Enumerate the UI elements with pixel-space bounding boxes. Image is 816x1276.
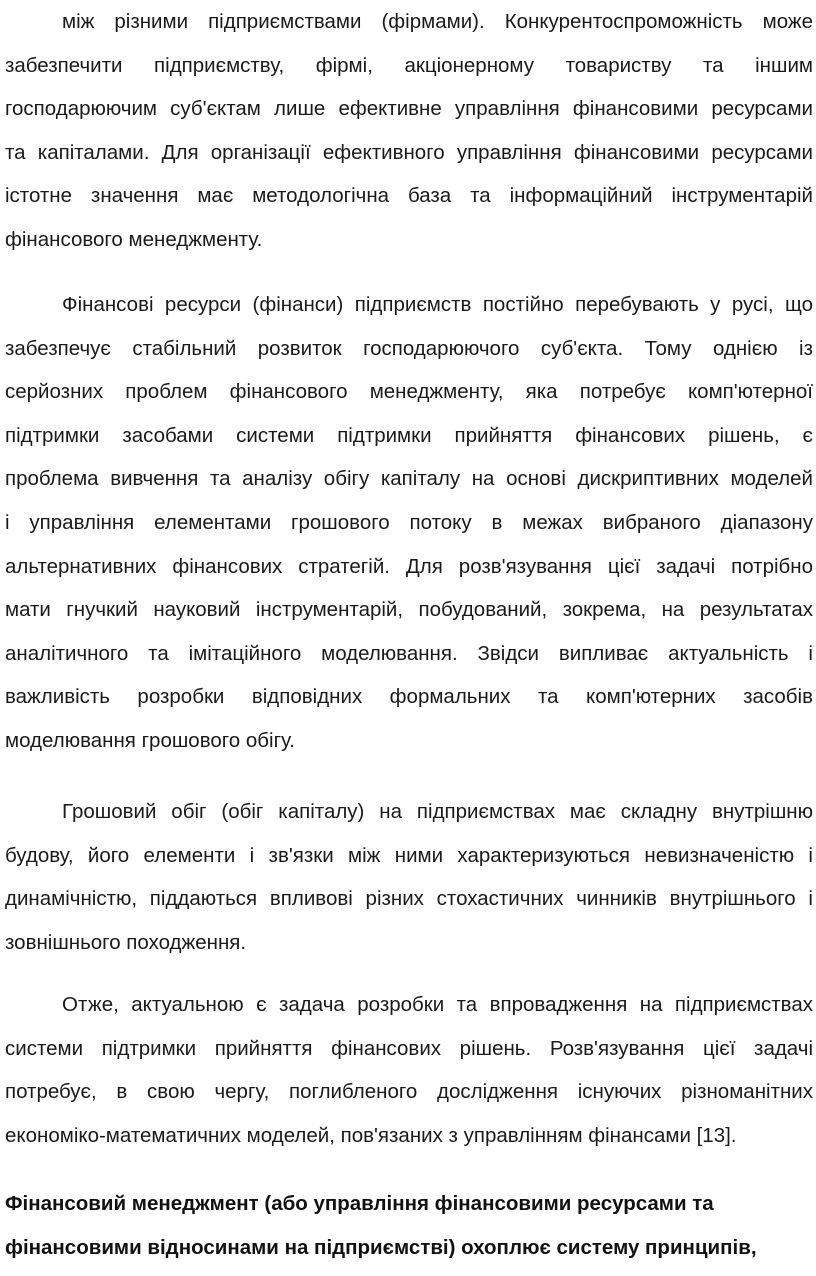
text-line: Отже, актуальною є задача розробки та впровадження на підприємствах <box>62 993 813 1016</box>
paragraph-5-bold <box>5 1182 813 1270</box>
text-line: економіко-математичних моделей, пов'язаних з управлінням фінансами [13]. <box>5 1123 737 1147</box>
text-line: господарюючим суб'єктам лише ефективне управління фінансовими ресурсами <box>5 97 813 121</box>
paragraph-2 <box>5 283 813 763</box>
text-line: потребує, в свою чергу, поглибленого дослідження існуючих різноманітних <box>5 1080 813 1104</box>
paragraph-3 <box>5 790 813 964</box>
text-line: аналітичного та імітаційного моделювання. Звідси випливає актуальність і <box>5 641 813 665</box>
text-line: зовнішнього походження. <box>5 930 247 954</box>
text-line: та капіталами. Для організації ефективного управління фінансовими ресурсами <box>5 140 813 164</box>
text-line: забезпечує стабільний розвиток господарюючого суб'єкта. Тому однією із <box>5 336 813 360</box>
document-page <box>5 0 813 1276</box>
text-line: істотне значення має методологічна база та інформаційний інструментарій <box>5 184 813 208</box>
text-line: серйозних проблем фінансового менеджменту, яка потребує комп'ютерної <box>5 380 813 404</box>
paragraph-4 <box>5 983 813 1157</box>
text-line: динамічністю, піддаються впливові різних стохастичних чинників внутрішнього і <box>5 887 813 911</box>
text-line: моделювання грошового обігу. <box>5 728 295 752</box>
paragraph-1 <box>5 0 813 262</box>
text-line: проблема вивчення та аналізу обігу капіталу на основі дискриптивних моделей <box>5 467 813 491</box>
text-line: забезпечити підприємству, фірмі, акціонерному товариству та іншим <box>5 53 813 77</box>
text-line: системи підтримки прийняття фінансових рішень. Розв'язування цієї задачі <box>5 1036 813 1060</box>
text-line: будову, його елементи і зв'язки між ними характеризуються невизначеністю і <box>5 843 813 867</box>
text-line: мати гнучкий науковий інструментарій, побудований, зокрема, на результатах <box>5 598 813 622</box>
text-line: підтримки засобами системи підтримки прийняття фінансових рішень, є <box>5 423 813 447</box>
text-line: фінансового менеджменту. <box>5 227 263 251</box>
text-line: Грошовий обіг (обіг капіталу) на підприємствах має складну внутрішню <box>62 800 813 823</box>
text-line: і управління елементами грошового потоку в межах вибраного діапазону <box>5 510 813 534</box>
text-line: між різними підприємствами (фірмами). Конкурентоспроможність може <box>62 10 813 33</box>
text-line: Фінансовий менеджмент (або управління фінансовими ресурсами та <box>5 1192 714 1215</box>
text-line: Фінансові ресурси (фінанси) підприємств постійно перебувають у русі, що <box>62 293 813 316</box>
text-line: важливість розробки відповідних формальних та комп'ютерних засобів <box>5 685 813 709</box>
text-line: альтернативних фінансових стратегій. Для розв'язування цієї задачі потрібно <box>5 554 813 578</box>
text-line: фінансовими відносинами на підприємстві) охоплює систему принципів, <box>5 1236 757 1259</box>
